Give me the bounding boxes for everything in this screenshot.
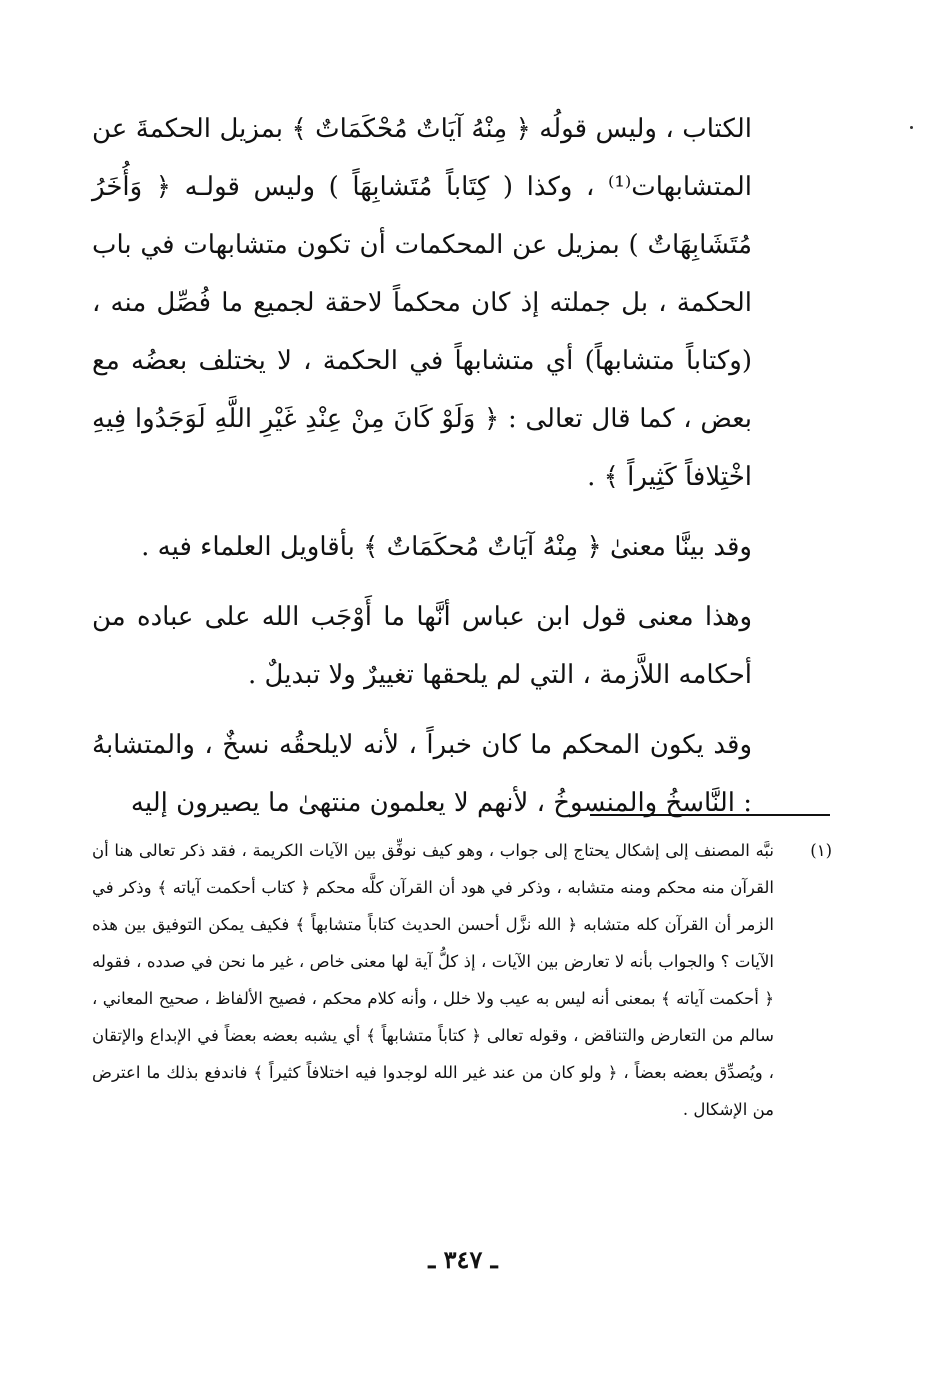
page-number: ـ ٣٤٧ ـ: [428, 1245, 498, 1274]
edge-speck: [910, 126, 913, 129]
paragraph-3: وهذا معنى قول ابن عباس أنَّها ما أَوْجَب الله على عباده من أحكامه اللاَّزمة ، التي لم يلحقها تغييرٌ ولا تبديلٌ .: [92, 602, 752, 690]
paragraph-2: وقد بينَّا معنىٰ ﴿ مِنْهُ آيَاتٌ مُحكَمَاتٌ ﴾ بأقاويل العلماء فيه .: [141, 532, 752, 562]
footnote-number: (١): [810, 841, 832, 860]
paragraph-1: الكتاب ، وليس قولُه ﴿ مِنْهُ آيَاتٌ مُحْكَمَاتٌ ﴾ بمزيل الحكمةَ عن المتشابهات⁽¹⁾ ، وكذا ( كِتَاباً مُتَشابِهَاً ) وليس قولـه ﴿ وَأُخَرُ مُتَشَابِهَاتٌ ) بمزيل عن المحكمات أن تكون متشابهات في باب الحكمة ، بل جملته إذ كان محكماً لاحقة لجميع ما فُصِّل منه ،(وكتاباً متشابهاً) أي متشابهاً في الحكمة ، لا يختلف بعضُه مع بعض ، كما قال تعالى : ﴿ وَلَوْ كَانَ مِنْ عِنْدِ غَيْرِ اللَّهِ لَوَجَدُوا فِيهِ اخْتِلافاً كَثِيراً ﴾ .: [92, 114, 752, 492]
footnote-separator: [590, 814, 830, 816]
main-text: [92, 100, 752, 832]
paragraph-4: وقد يكون المحكم ما كان خبراً ، لأنه لايلحقُه نسخٌ ، والمتشابهُ : النَّاسخُ والمنسوخُ ، لأنهم لا يعلمون منتهىٰ ما يصيرون إليه: [92, 730, 752, 818]
footnote-text: نبَّه المصنف إلى إشكال يحتاج إلى جواب ، وهو كيف نوفِّق بين الآيات الكريمة ، فقد ذكر تعالى هنا أن القرآن منه محكم ومنه متشابه ، وذكر في هود أن القرآن كلَّه محكم ﴿ كتاب أحكمت آياته ﴾ وذكر في الزمر أن القرآن كله متشابه ﴿ الله نزَّل أحسن الحديث كتاباً متشابهاً ﴾ فكيف يمكن التوفيق بين هذه الآيات ؟ والجواب بأنه لا تعارض بين الآيات ، إذ كلُّ آية لها معنى خاص ، غير ما نحن في صدده ، فقوله ﴿ أحكمت آياته ﴾ بمعنى أنه ليس به عيب ولا خلل ، وأنه كلام محكم ، فصيح الألفاظ ، صحيح المعاني ، سالم من التعارض والتناقض ، وقوله تعالى ﴿ كتاباً متشابهاً ﴾ أي يشبه بعضه بعضاً في الإبداع والإتقان ، ويُصدِّق بعضه بعضاً ، ﴿ ولو كان من عند غير الله لوجدوا فيه اختلافاً كثيراً ﴾ فاندفع بذلك ما اعترض من الإشكال .: [92, 841, 774, 1119]
footnote: [92, 832, 832, 1128]
